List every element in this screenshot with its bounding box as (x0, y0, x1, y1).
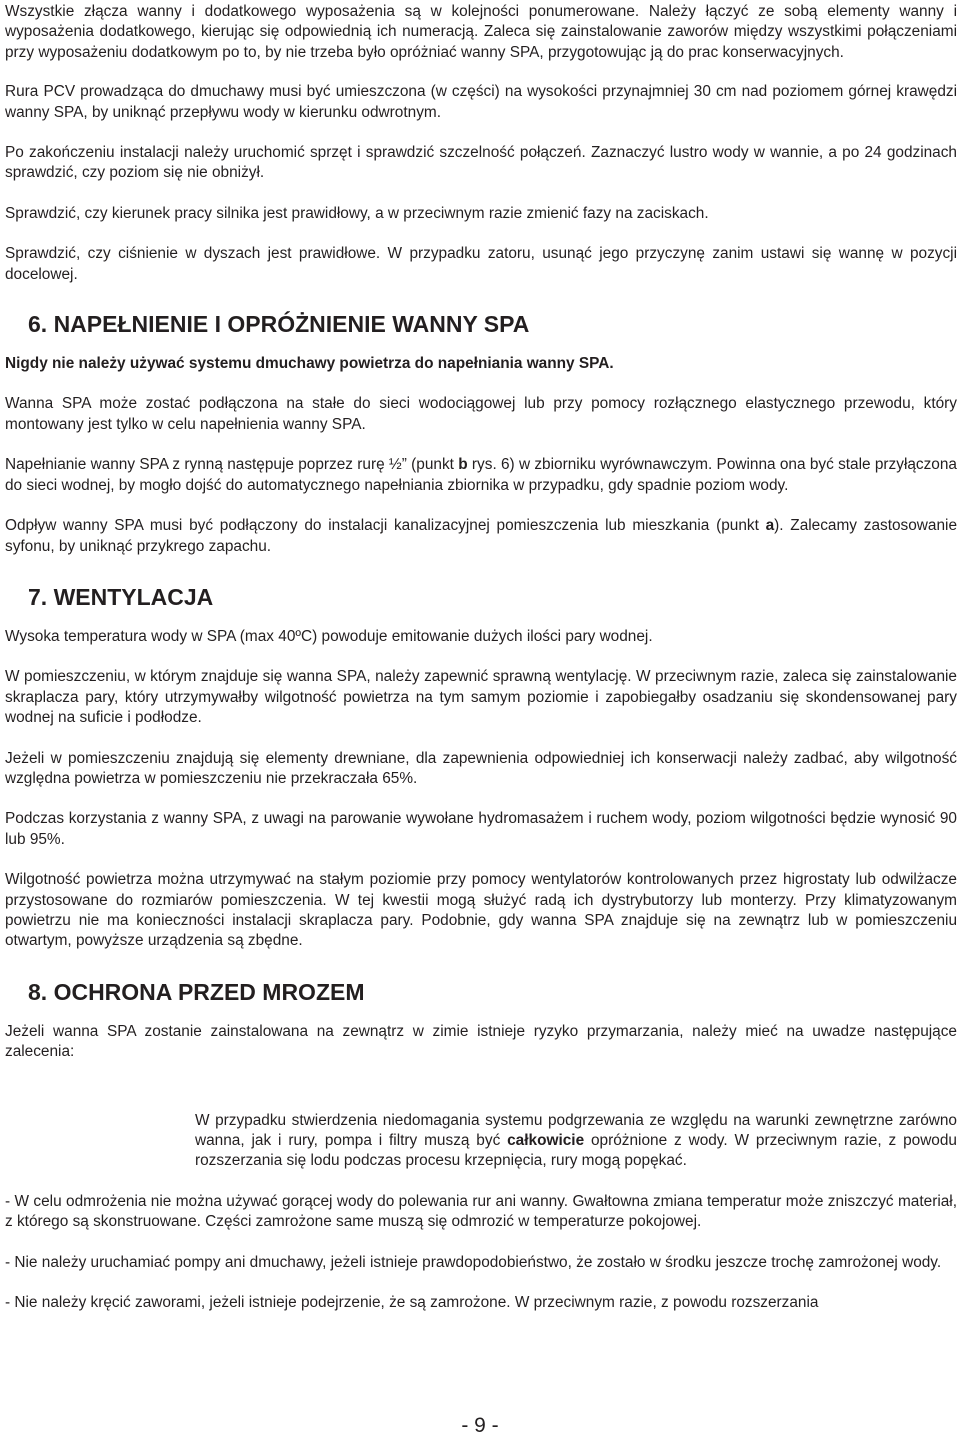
indented-note-bold: całkowicie (507, 1132, 585, 1149)
section-7-heading: 7. WENTYLACJA (28, 583, 214, 610)
section-7-paragraph-3: Jeżeli w pomieszczeniu znajdują się elementy drewniane, dla zapewnienia odpowiedniej ich konserwacji należy zadbać, aby wilgotność względna powietrza w pomieszczeniu nie przekraczała 65%. (5, 749, 957, 787)
point-b-label: b (458, 456, 468, 474)
section-8-heading: 8. OCHRONA PRZED MROZEM (28, 978, 365, 1005)
section-8-indented-note (5, 1111, 957, 1172)
section-6-paragraph-2 (5, 455, 957, 496)
page-number: - 9 - (461, 1414, 499, 1437)
paragraph-pvc-pipe: Rura PCV prowadząca do dmuchawy musi być umieszczona (w części) na wysokości przynajmniej 30 cm nad poziomem górnej krawędzi wanny SPA, by uniknąć przepływu wody w kierunku odwrotnym. (5, 83, 957, 121)
section-7-paragraph-1: Wysoka temperatura wody w SPA (max 40ºC) powoduje emitowanie dużych ilości pary wodnej. (5, 627, 653, 645)
section-7-paragraph-2: W pomieszczeniu, w którym znajduje się wanna SPA, należy zapewnić sprawną wentylację. W przeciwnym razie, zaleca się zainstalowanie skraplacza pary, który utrzymywałby wilgotność powietrza na tym samym poziomie i zapobiegałby osadzaniu się skondensowanej pary wodnej na suficie i podłodze. (5, 668, 957, 727)
indented-note-text-a: W przypadku stwierdzenia niedomagania systemu podgrzewania ze względu na warunki zewnętrzne zarówno wanna, jak i rury, pompa i filtry muszą być (195, 1111, 957, 1149)
section-6-p3-text-b: ). Zalecamy zastosowanie syfonu, by uniknąć przykrego zapachu. (5, 517, 958, 555)
section-6-paragraph-3 (5, 516, 957, 557)
section-6-p2-text-a: Napełnianie wanny SPA z rynną następuje poprzez rurę ½” (punkt (5, 456, 459, 474)
section-6-heading: 6. NAPEŁNIENIE I OPRÓŻNIENIE WANNY SPA (28, 311, 530, 338)
section-8-bullet-3: - Nie należy kręcić zaworami, jeżeli istnieje podejrzenie, że są zamrożone. W przeciwnym razie, z powodu rozszerzania (5, 1294, 819, 1312)
section-8-paragraph-1: Jeżeli wanna SPA zostanie zainstalowana na zewnątrz w zimie istnieje ryzyko przymarzania, należy mieć na uwadze następujące zalecenia: (5, 1022, 957, 1061)
section-7-paragraph-5: Wilgotność powietrza można utrzymywać na stałym poziomie przy pomocy wentylatorów kontrolowanych przez higrostaty lub odwilżacze przystosowane do rozmiarów pomieszczenia. W tej kwestii mogą służyć radą ich dystrybutorzy lub monterzy. Przy klimatyzowanym powietrzu nie ma konieczności instalacji skraplacza pary. Podobnie, gdy wanna SPA znajduje się na zewnątrz lub w pomieszczeniu otwartym, powyższe urządzenia są zbędne. (5, 871, 957, 950)
paragraph-connections: Wszystkie złącza wanny i dodatkowego wyposażenia są w kolejności ponumerowane. Należy łączyć ze sobą elementy wanny i wyposażenia dodatkowego, kierując się odpowiednią ich numeracją. Zaleca się zainstalowanie zaworów między wszystkimi połączeniami przy wyposażeniu dodatkowym po to, by nie trzeba było opróżniać wanny SPA, przygotowując ją do prac konserwacyjnych. (5, 3, 957, 61)
section-8-bullet-2: - Nie należy uruchamiać pompy ani dmuchawy, jeżeli istnieje prawdopodobieństwo, że zostało w środku jeszcze trochę zamrożonej wody. (5, 1253, 942, 1271)
paragraph-after-installation: Po zakończeniu instalacji należy uruchomić sprzęt i sprawdzić szczelność połączeń. Zaznaczyć lustro wody w wannie, a po 24 godzinach sprawdzić, czy poziom się nie obniżył. (5, 144, 957, 182)
paragraph-nozzle-pressure: Sprawdzić, czy ciśnienie w dyszach jest prawidłowe. W przypadku zatoru, usunąć jego przyczynę zanim ustawi się wannę w pozycji docelowej. (5, 245, 957, 283)
section-8-bullet-1: - W celu odmrożenia nie można używać gorącej wody do polewania rur ani wanny. Gwałtowna zmiana temperatur może zniszczyć materiał, z którego są skonstruowane. Części zamrożone same muszą się odmrozić w temperaturze pokojowej. (5, 1192, 957, 1231)
section-7-paragraph-4: Podczas korzystania z wanny SPA, z uwagi na parowanie wywołane hydromasażem i ruchem wody, poziom wilgotności będzie wynosić 90 lub 95%. (5, 810, 957, 848)
section-6-p2-text-b: rys. 6) w zbiorniku wyrównawczym. Powinna ona być stale przyłączona do sieci wodnej, by mogło dojść do automatycznego napełniania zbiornika w przypadku, gdy spadnie poziom wody. (5, 456, 957, 494)
section-6-warning: Nigdy nie należy używać systemu dmuchawy powietrza do napełniania wanny SPA. (5, 355, 614, 373)
section-6-p3-text-a: Odpływ wanny SPA musi być podłączony do instalacji kanalizacyjnej pomieszczenia lub mieszkania (punkt (5, 517, 766, 535)
indented-note-text-b: opróżnione z wody. W przeciwnym razie, z powodu rozszerzania się lodu podczas procesu krzepnięcia, rury mogą popękać. (195, 1132, 957, 1170)
point-a-label: a (765, 517, 775, 535)
paragraph-motor-direction: Sprawdzić, czy kierunek pracy silnika jest prawidłowy, a w przeciwnym razie zmienić fazy na zaciskach. (5, 204, 709, 222)
document-page (5, 0, 957, 1313)
section-6-paragraph-1: Wanna SPA może zostać podłączona na stałe do sieci wodociągowej lub przy pomocy rozłącznego elastycznego przewodu, który montowany jest tylko w celu napełnienia wanny SPA. (5, 395, 957, 433)
